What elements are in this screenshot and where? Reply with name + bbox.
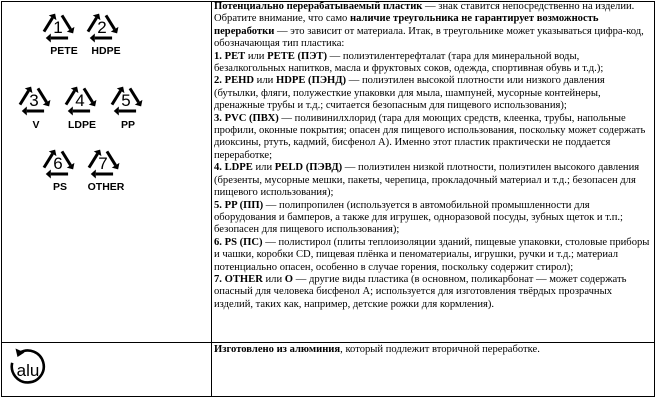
item-text: — поливинилхлорид (тара для моющих средств, клеенка, трубы, напольные профили, оконные покрытия; опасен для пищевого использования, поскольку может содержать диоксины, ртуть, кадмий, бисфенол А). Именно этот пластик практически не поддается переработке; [214, 112, 646, 161]
plastic-type-item [214, 75, 650, 112]
recycle-code-label: LDPE [67, 119, 97, 131]
item-code: 5. PP (ПП) [214, 199, 264, 211]
item-code: 7. OTHER [214, 273, 263, 285]
intro-text-2: — это зависит от материала. Итак, в треугольнике может указываться цифра-код, обозначающая тип пластика: [214, 25, 644, 50]
plastic-types-list [214, 51, 650, 312]
recycle-code-number: 5 [121, 91, 131, 110]
recycle-code-number: 2 [97, 18, 107, 37]
plastic-type-item [214, 51, 650, 76]
recycle-code-label: HDPE [91, 45, 121, 57]
item-text: — полиэтилентерефталат (тара для минеральной воды, безалкогольных напитков, масла и фруктовых соков, одежда, спортивная обувь и т.д.); [214, 50, 604, 75]
recycle-code-number: 7 [98, 154, 108, 173]
item-text: — полиэтилен высокой плотности или низкого давления (бутылки, фляги, полужесткие упаковки для мыла, шампуней, мусорные контейнеры, дренажные трубы и т.д.; считается безопасным для пищевого использования); [214, 75, 605, 112]
item-connector: или [252, 162, 275, 174]
intro-paragraph [214, 1, 650, 51]
recycle-code-number: 4 [75, 91, 85, 110]
plastic-type-item [214, 113, 650, 163]
recycle-code-label: PS [52, 181, 68, 193]
item-text: — полиэтилен низкой плотности, полиэтилен высокого давления (брезенты, мусорные мешки, пакеты, черепица, прокладочный материал и т.д.; безопасен для пищевого использования); [214, 162, 640, 199]
alu-text: , который подлежит вторичной переработке. [340, 344, 540, 355]
item-code: 2. PEHD [214, 75, 255, 87]
alu-symbol-cell [2, 343, 211, 397]
recycle-code-label: PP [120, 119, 136, 131]
item-code: 3. PVC (ПВХ) [214, 112, 279, 124]
intro-title: Потенциально перерабатываемый пластик [214, 1, 423, 12]
alu-description [214, 344, 650, 356]
column-divider [211, 2, 212, 396]
recycle-code-label: PETE [50, 45, 78, 57]
plastic-description [214, 1, 650, 311]
item-alt-code: PELD (ПЭВД) [274, 162, 343, 174]
item-connector: или [254, 75, 276, 87]
item-text: — другие виды пластика (в основном, поликарбонат — может содержать опасный для человека бисфенол А; используется для изготовления твёрдых прозрачных изделий, таких как, например, детские рожки для кормления). [214, 273, 627, 310]
recycle-code-number: 6 [53, 154, 63, 173]
alu-label: alu [16, 361, 40, 380]
item-alt-code: O [284, 273, 294, 285]
item-connector: или [262, 273, 285, 285]
recycle-code-label: OTHER [87, 181, 125, 193]
plastic-symbols-cell [2, 2, 211, 342]
item-alt-code: HDPE (ПЭНД) [275, 75, 347, 87]
intro-text-1: — знак ставится непосредственно на изделии. Обратите внимание, что само [214, 1, 635, 25]
plastic-type-item [214, 162, 650, 199]
plastic-type-item [214, 274, 650, 311]
item-text: — полипропилен (используется в автомобильной промышленности для оборудования и бамперов, а также для игрушек, одноразовой посуды, зубных щеток и т.п.; безопасен для пищевого использования); [214, 199, 623, 236]
item-alt-code: PETE (ПЭТ) [267, 50, 328, 62]
item-code: 1. PET [214, 50, 246, 62]
recycle-code-number: 1 [53, 18, 63, 37]
plastic-type-item [214, 237, 650, 274]
aluminium-recycle-icon [2, 343, 211, 397]
plastic-type-item [214, 200, 650, 237]
alu-bold: Изготовлено из алюминия [214, 344, 341, 355]
recycle-code-label: V [32, 119, 40, 131]
item-text: — полистирол (плиты теплоизоляции зданий, пищевые упаковки, столовые приборы и чашки, коробки CD, пищевая плёнка и пеноматериалы, игрушки, ручки и т.д.; материал потенциально опасен, особенно в случае горения, поскольку содержит стирол); [214, 236, 650, 273]
item-code: 4. LDPE [214, 162, 253, 174]
plastic-symbols-figure [2, 2, 211, 342]
intro-warning: наличие треугольника не гарантирует возможность переработки [214, 13, 599, 37]
item-connector: или [245, 50, 268, 62]
recycle-code-number: 3 [29, 91, 39, 110]
item-code: 6. PS (ПС) [214, 236, 263, 248]
